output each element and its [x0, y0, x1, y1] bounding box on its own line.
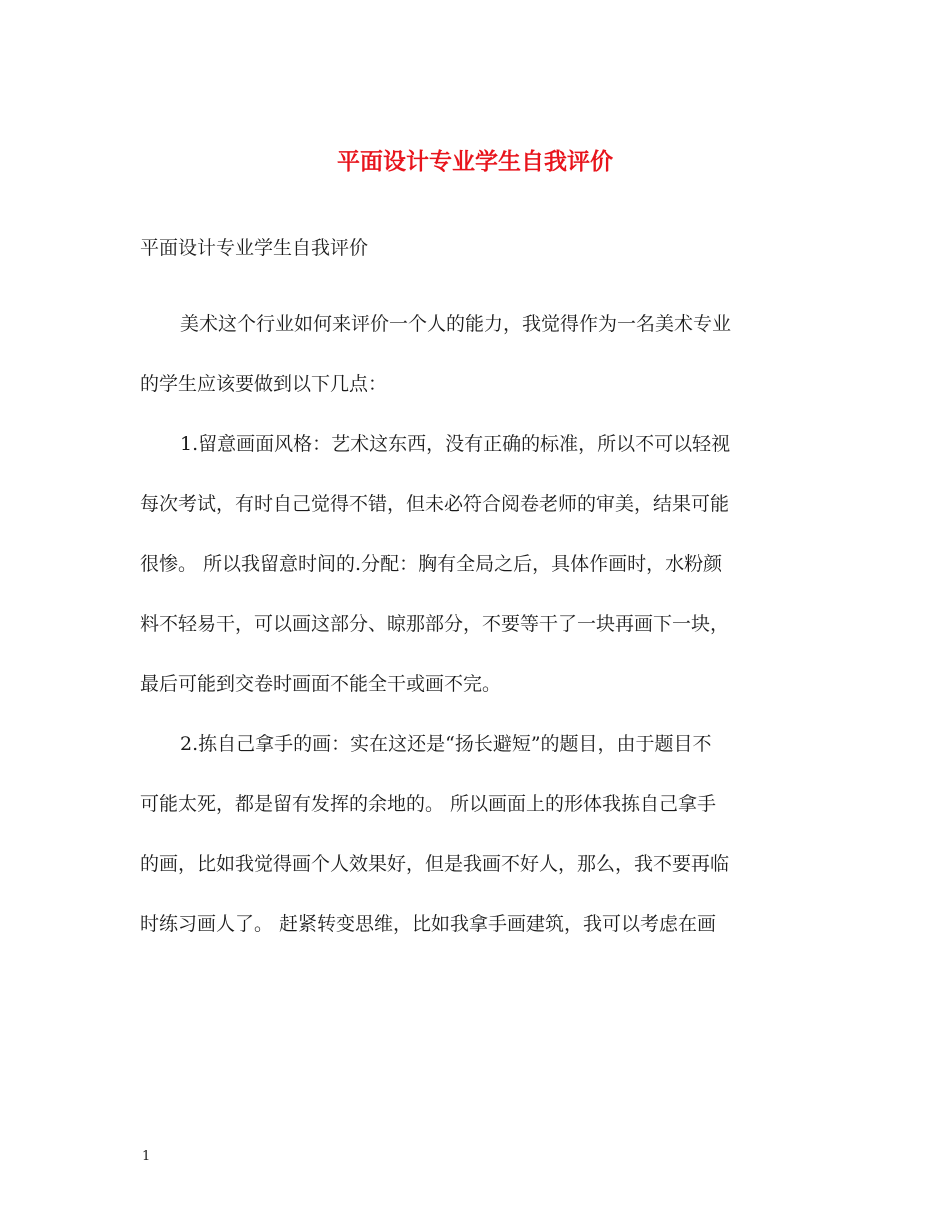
document-body — [140, 294, 812, 954]
paragraph-line: 1.留意画面风格：艺术这东西，没有正确的标准，所以不可以轻视 — [180, 433, 731, 455]
paragraph-line: 2.拣自己拿手的画：实在这还是“扬长避短”的题目，由于题目不 — [180, 733, 712, 755]
document-subtitle: 平面设计专业学生自我评价 — [140, 237, 369, 259]
paragraph-line: 料不轻易干，可以画这部分、晾那部分，不要等干了一块再画下一块， — [140, 613, 730, 635]
paragraph-line: 时练习画人了。 赶紧转变思维，比如我拿手画建筑，我可以考虑在画 — [140, 913, 717, 935]
paragraph-line: 每次考试，有时自己觉得不错，但未必符合阅卷老师的审美，结果可能 — [140, 493, 730, 515]
paragraph-line: 美术这个行业如何来评价一个人的能力，我觉得作为一名美术专业 — [180, 313, 732, 335]
paragraph-line: 很惨。 所以我留意时间的.分配：胸有全局之后，具体作画时，水粉颜 — [140, 553, 723, 575]
page-number: 1 — [142, 1149, 151, 1164]
paragraph-line: 的画，比如我觉得画个人效果好，但是我画不好人，那么，我不要再临 — [140, 853, 730, 875]
paragraph-line: 的学生应该要做到以下几点： — [140, 373, 388, 395]
paragraph-line: 最后可能到交卷时画面不能全干或画不完。 — [140, 673, 502, 695]
paragraph-line: 可能太死，都是留有发挥的余地的。 所以画面上的形体我拣自己拿手 — [140, 793, 717, 815]
document-title: 平面设计专业学生自我评价 — [337, 148, 613, 175]
